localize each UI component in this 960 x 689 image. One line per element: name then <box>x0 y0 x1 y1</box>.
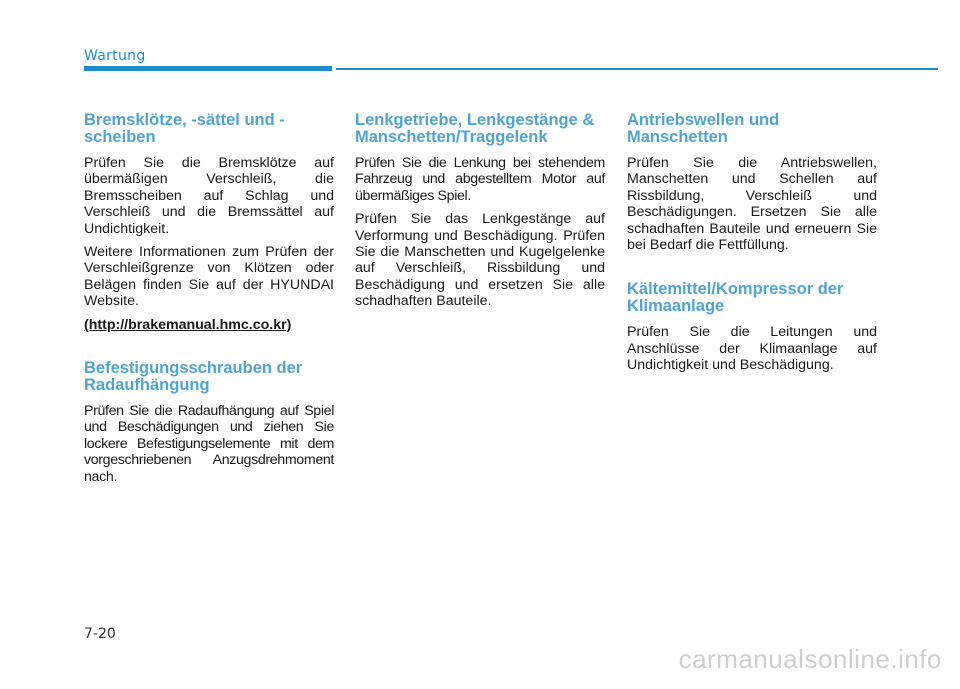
paragraph-drive-shafts: Prüfen Sie die Antriebswellen, Manschetten und Schellen auf Rissbildung, Verschleiß und Beschädigungen. Ersetzen Sie alle schadhaften Bauteile und erneuern Sie bei Bedarf die Fettfüllung. <box>627 155 877 254</box>
column-3 <box>627 112 877 381</box>
paragraph-steering-play: Prüfen Sie die Lenkung bei stehendem Fahrzeug und abgestelltem Motor auf übermäßiges Spiel. <box>355 155 605 204</box>
heading-suspension-bolts: Befestigungsschrauben der Radaufhängung <box>84 359 303 395</box>
paragraph-suspension: Prüfen Sie die Radaufhängung auf Spiel und Beschädigungen und ziehen Sie lockere Befestigungselemente mit dem vorgeschriebenen Anzugsdrehmoment nach. <box>84 403 334 485</box>
paragraph-refrigerant: Prüfen Sie die Leitungen und Anschlüsse der Klimaanlage auf Undichtigkeit und Beschädigung. <box>627 324 877 374</box>
paragraph-brakes-info: Weitere Informationen zum Prüfen der Verschleißgrenze von Klötzen oder Belägen finden Sie auf der HYUNDAI Website. <box>84 244 334 310</box>
section-title: Wartung <box>84 48 146 64</box>
brake-manual-link[interactable]: (http://brakemanual.hmc.co.kr) <box>84 316 292 333</box>
heading-steering: Lenkgetriebe, Lenkgestänge & Manschetten/Traggelenk <box>355 111 595 146</box>
paragraph-steering-linkage: Prüfen Sie das Lenkgestänge auf Verformung und Beschädigung. Prüfen Sie die Manschetten und Kugelgelenke auf Verschleiß, Rissbildung und Beschädigung und ersetzen Sie alle schadhaften Bauteile. <box>355 211 605 310</box>
column-2 <box>355 112 605 317</box>
heading-refrigerant: Kältemittel/Kompressor der Klimaanlage <box>627 280 844 316</box>
watermark: carmanualsonline.info <box>678 644 942 674</box>
column-1 <box>84 112 334 492</box>
page-number: 7-20 <box>84 626 116 642</box>
heading-brakes: Bremsklötze, -sättel und -scheiben <box>84 111 285 146</box>
heading-drive-shafts: Antriebswellen und Manschetten <box>627 111 780 146</box>
header-rule-thick <box>84 66 332 71</box>
paragraph-brakes-check: Prüfen Sie die Bremsklötze auf übermäßigen Verschleiß, die Bremsscheiben auf Schlag und Verschleiß und die Bremssättel auf Undichtigkeit. <box>84 155 334 237</box>
header-rule-thin <box>336 68 938 70</box>
